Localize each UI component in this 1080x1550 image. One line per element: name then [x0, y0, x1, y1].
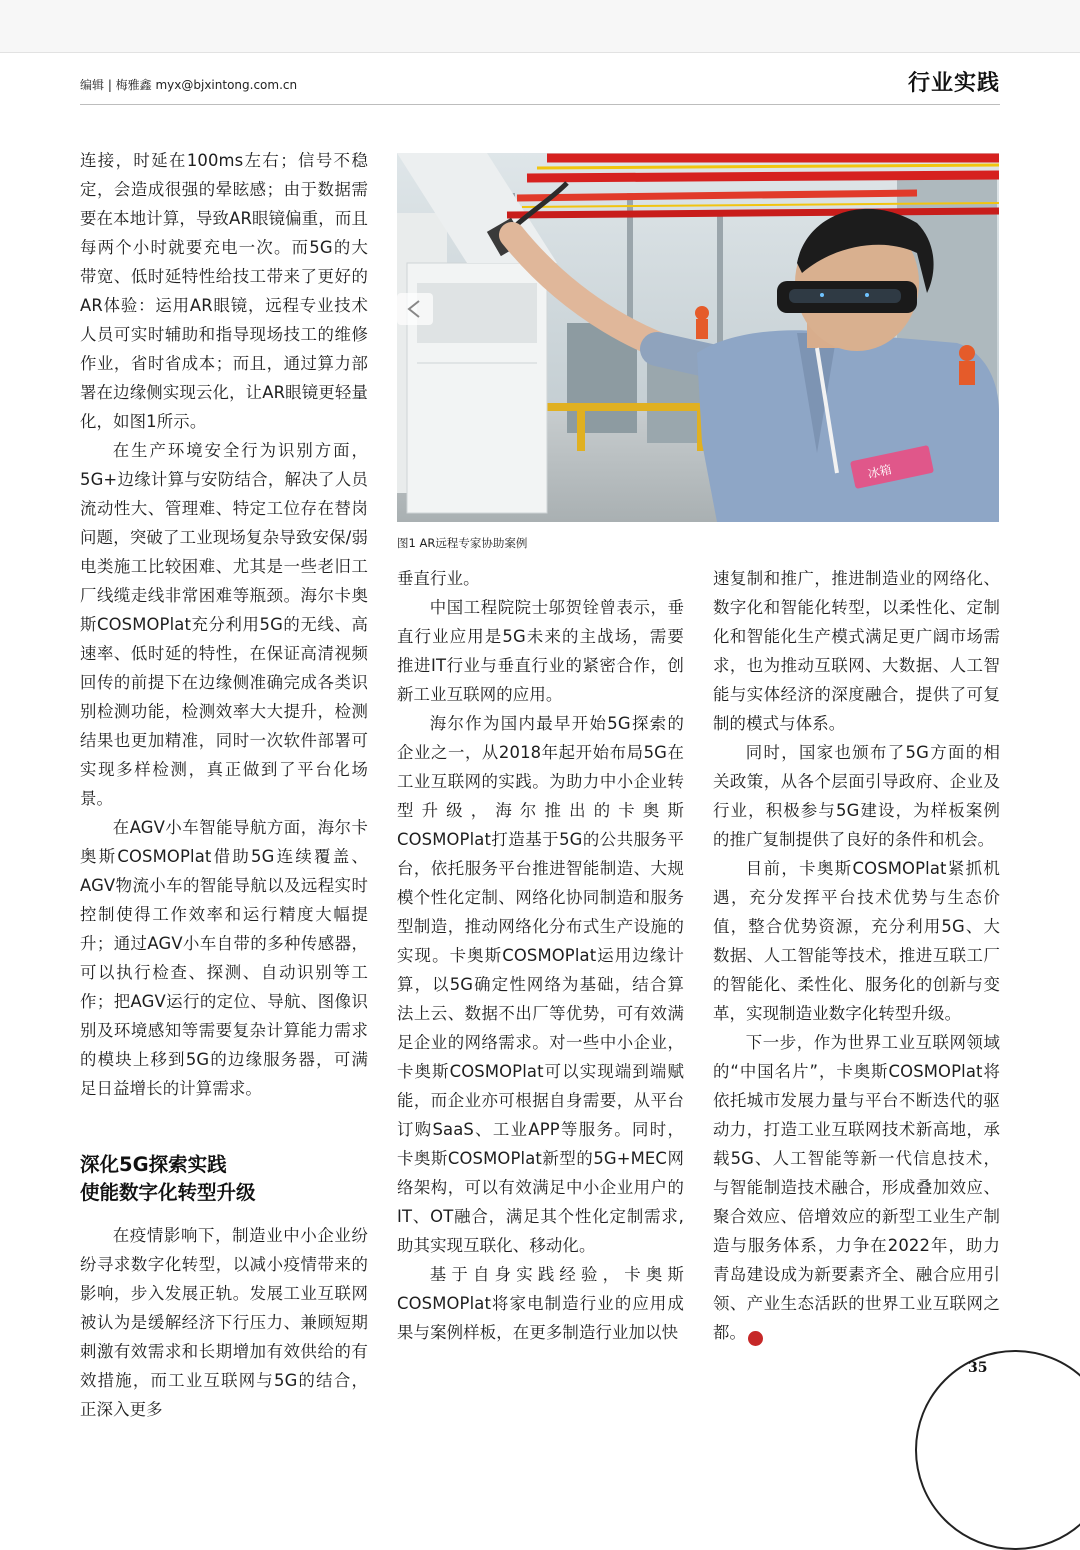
editor-credit: 编辑 | 梅雅鑫 myx@bjxintong.com.cn — [80, 78, 298, 92]
paragraph-text: 下一步，作为世界工业互联网领域的“中国名片”，卡奥斯COSMOPlat将依托城市发展力量与平台不断迭代的驱动力，打造工业互联网技术新高地，承载5G、人工智能等新一代信息技术，与智能制造技术融合，形成叠加效应、聚合效应、倍增效应的新型工业生产制造与服务体系，力争在2022年，助力青岛建设成为新要素齐全、融合应用引领、产业生态活跃的世界工业互联网之都。 — [713, 1033, 1000, 1342]
section-heading-line: 深化5G探索实践 — [80, 1153, 227, 1176]
column-3 — [713, 564, 1000, 1347]
figure-caption: 图1 AR远程专家协助案例 — [397, 536, 528, 550]
paragraph — [713, 1028, 1000, 1347]
paragraph: 在生产环境安全行为识别方面，5G+边缘计算与安防结合，解决了人员流动性大、管理难、特定工位存在替岗问题，突破了工业现场复杂导致安保/弱电类施工比较困难、尤其是一些老旧工厂线缆走线非常困难等瓶颈。海尔卡奥斯COSMOPlat充分利用5G的无线、高速率、低时延的特性，在保证高清视频回传的前提下在边缘侧准确完成各类识别检测功能，检测效率大大提升，检测结果也更加精准，同时一次软件部署可实现多样检测，真正做到了平台化场景。 — [80, 441, 368, 808]
paragraph: 同时，国家也颁布了5G方面的相关政策，从各个层面引导政府、企业及行业，积极参与5G建设，为样板案例的推广复制提供了良好的条件和机会。 — [713, 743, 1000, 849]
section-heading — [80, 1151, 368, 1207]
paragraph: 速复制和推广，推进制造业的网络化、数字化和智能化转型，以柔性化、定制化和智能化生产模式满足更广阔市场需求，也为推动互联网、大数据、人工智能与实体经济的深度融合，提供了可复制的模式与体系。 — [713, 569, 1000, 733]
paragraph: 在疫情影响下，制造业中小企业纷纷寻求数字化转型，以减小疫情带来的影响，步入发展正轨。发展工业互联网被认为是缓解经济下行压力、兼顾短期刺激有效需求和长期增加有效供给的有效措施，而工业互联网与5G的结合，正深入更多 — [80, 1226, 368, 1419]
page-number-circle — [915, 1350, 1080, 1550]
photo-illustration — [397, 153, 999, 522]
end-mark-icon: CNW — [748, 1331, 763, 1346]
badge-text: 冰箱 — [866, 462, 893, 482]
paragraph: 连接，时延在100ms左右；信号不稳定，会造成很强的晕眩感；由于数据需要在本地计算，导致AR眼镜偏重，而且每两个小时就要充电一次。而5G的大带宽、低时延特性给技工带来了更好的AR体验：运用AR眼镜，远程专业技术人员可实时辅助和指导现场技工的维修作业，省时省成本；而且，通过算力部署在边缘侧实现云化，让AR眼镜更轻量化，如图1所示。 — [80, 151, 368, 431]
paragraph: 目前，卡奥斯COSMOPlat紧抓机遇，充分发挥平台技术优势与生态价值，整合优势资源，充分利用5G、大数据、人工智能等技术，推进互联工厂的智能化、柔性化、服务化的创新与变革，实现制造业数字化转型升级。 — [713, 859, 1000, 1023]
paragraph: 中国工程院院士邬贺铨曾表示，垂直行业应用是5G未来的主战场，需要推进IT行业与垂直行业的紧密合作，创新工业互联网的应用。 — [397, 598, 684, 704]
paragraph: 在AGV小车智能导航方面，海尔卡奥斯COSMOPlat借助5G连续覆盖、AGV物流小车的智能导航以及远程实时控制使得工作效率和运行精度大幅提升；通过AGV小车自带的多种传感器，可以执行检查、探测、自动识别等工作；把AGV运行的定位、导航、图像识别及环境感知等需要复杂计算能力需求的模块上移到5G的边缘服务器，可满足日益增长的计算需求。 — [80, 818, 368, 1098]
header-rule — [80, 104, 1000, 105]
column-2 — [397, 564, 684, 1347]
paragraph: 垂直行业。 — [397, 569, 480, 588]
figure-photo — [397, 153, 999, 522]
section-heading-line: 使能数字化转型升级 — [80, 1181, 256, 1204]
top-band — [0, 0, 1080, 53]
page-header — [80, 62, 1000, 102]
paragraph: 海尔作为国内最早开始5G探索的企业之一，从2018年起开始布局5G在工业互联网的实践。为助力中小企业转型升级，海尔推出的卡奥斯COSMOPlat打造基于5G的公共服务平台，依托服务平台推进智能制造、大规模个性化定制、网络化协同制造和服务型制造，推动网络化分布式生产设施的实现。卡奥斯COSMOPlat运用边缘计算，以5G确定性网络为基础，结合算法上云、数据不出厂等优势，可有效满足企业的网络需求。对一些中小企业，卡奥斯COSMOPlat可以实现端到端赋能，而企业亦可根据自身需要，从平台订购SaaS、工业APP等服务。同时，卡奥斯COSMOPlat新型的5G+MEC网络架构，可以有效满足中小企业用户的IT、OT融合，满足其个性化定制需求,助其实现互联化、移动化。 — [397, 714, 684, 1255]
paragraph: 基于自身实践经验，卡奥斯COSMOPlat将家电制造行业的应用成果与案例样板，在更多制造行业加以快 — [397, 1265, 684, 1342]
section-title: 行业实践 — [907, 71, 1000, 96]
column-1 — [80, 146, 368, 1424]
page-number: 35 — [968, 1360, 988, 1376]
